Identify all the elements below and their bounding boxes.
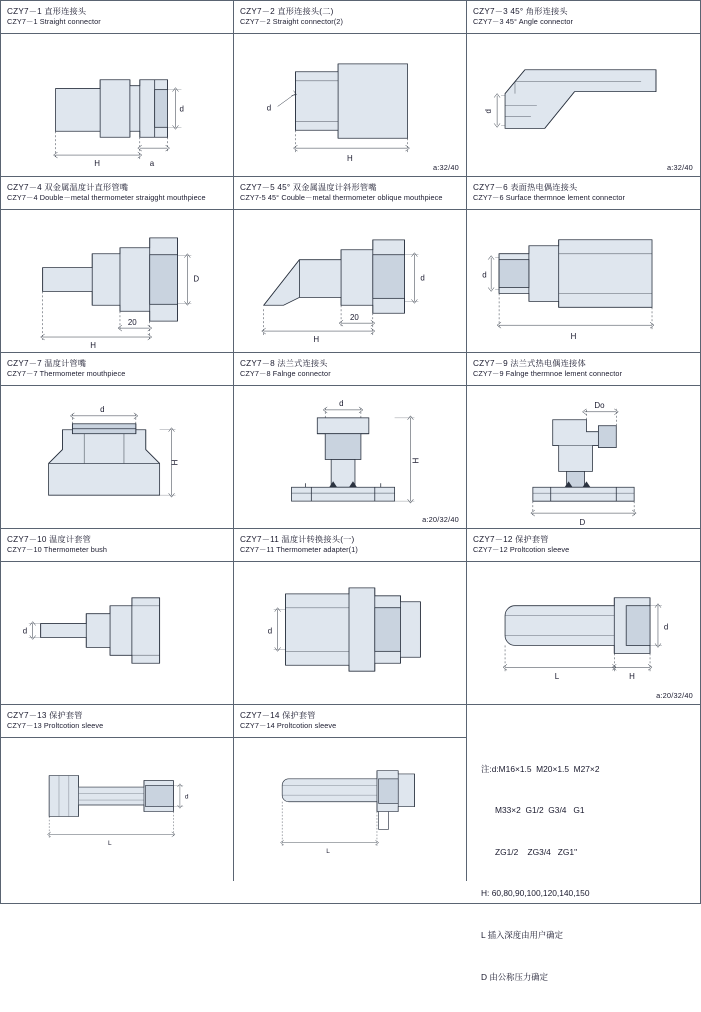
cell-title-cn: CZY7－13 保护套管 xyxy=(7,711,83,720)
dim-label-L: L xyxy=(326,848,330,856)
drawing-czy7-7 xyxy=(1,386,233,528)
cell-czy7-8 xyxy=(234,353,467,529)
cell-czy7-9 xyxy=(467,353,700,529)
dim-label-H: H xyxy=(94,158,100,168)
cell-title-cn: CZY7－3 45° 角形连接头 xyxy=(473,7,568,16)
drawing-czy7-5 xyxy=(234,210,466,352)
dim-label-d: d xyxy=(663,622,669,632)
drawing-czy7-2 xyxy=(234,34,466,176)
dim-label-H: H xyxy=(313,334,320,344)
cell-title-cn: CZY7－14 保护套管 xyxy=(240,711,316,720)
cell-title-en: CZY7－13 Proltcotion sleeve xyxy=(7,721,104,731)
cell-header xyxy=(1,177,233,206)
cell-czy7-12 xyxy=(467,529,700,705)
cell-header xyxy=(234,705,466,734)
dim-label-d: d xyxy=(179,104,184,114)
drawing-czy7-6 xyxy=(467,210,700,352)
cell-title-en: CZY7－11 Thermometer adapter(1) xyxy=(240,545,358,555)
cell-title-en: CZY7－12 Proltcotion sleeve xyxy=(473,545,570,555)
legend-line-6: D 由公称压力确定 xyxy=(481,971,548,982)
cell-header xyxy=(1,1,233,30)
cell-header xyxy=(234,177,466,206)
cell-header xyxy=(467,529,700,558)
dim-label-H: H xyxy=(629,672,635,682)
cell-title-en: CZY7－14 Proltcotion sleeve xyxy=(240,721,337,731)
legend-line-5: L 插入深度由用户确定 xyxy=(481,930,564,941)
dim-label-20: 20 xyxy=(350,313,359,323)
cell-title-en: CZY7－10 Thermometer bush xyxy=(7,545,108,555)
cell-header xyxy=(234,353,466,382)
cell-header xyxy=(234,529,466,558)
cell-header xyxy=(234,1,466,30)
drawing-czy7-10 xyxy=(1,562,233,704)
dim-label-d: d xyxy=(339,398,344,408)
cell-title-en: CZY7－4 Double－metal thermometer straigght mouthpiece xyxy=(7,193,206,203)
drawing-czy7-12 xyxy=(467,562,700,704)
legend-block xyxy=(481,735,600,1012)
dim-label-H: H xyxy=(347,154,353,164)
cell-czy7-14 xyxy=(234,705,467,881)
legend-line-1: 注:d:M16×1.5 M20×1.5 M27×2 xyxy=(481,763,600,774)
dim-label-H: H xyxy=(170,459,180,466)
legend-line-3: ZG1/2 ZG3/4 ZG1" xyxy=(481,846,578,857)
dim-label-d: d xyxy=(484,109,494,114)
dim-label-20: 20 xyxy=(127,318,137,328)
cell-title-cn: CZY7－1 直形连接头 xyxy=(7,7,87,16)
cell-title-en: CZY7－1 Straight connector xyxy=(7,17,101,27)
cell-title-en: CZY7－8 Falnge connector xyxy=(240,369,331,379)
cell-header xyxy=(1,529,233,558)
cell-title-cn: CZY7－4 双金属温度计直形管嘴 xyxy=(7,183,129,192)
drawing-czy7-13 xyxy=(1,738,233,881)
dim-label-d: d xyxy=(100,404,105,414)
drawing-czy7-11 xyxy=(234,562,466,704)
cell-title-cn: CZY7－2 直形连接头(二) xyxy=(240,7,334,16)
cell-czy7-3 xyxy=(467,1,700,177)
cell-czy7-4 xyxy=(1,177,234,353)
legend-line-2: M33×2 G1/2 G3/4 G1 xyxy=(481,805,585,816)
drawing-czy7-9 xyxy=(467,386,700,528)
cell-title-cn: CZY7－11 温度计转换接头(一) xyxy=(240,535,355,544)
cell-legend xyxy=(467,705,700,982)
drawing-czy7-1 xyxy=(1,34,233,176)
dim-label-d: d xyxy=(267,626,273,636)
cell-note: a:20/32/40 xyxy=(656,691,693,700)
dim-label-d: d xyxy=(420,273,425,283)
dim-label-d: d xyxy=(184,793,189,801)
dim-label-L: L xyxy=(108,840,112,848)
cell-header xyxy=(467,177,700,206)
drawing-czy7-8 xyxy=(234,386,466,528)
dim-label-H: H xyxy=(411,457,421,464)
cell-note: a:32/40 xyxy=(666,163,693,172)
dim-label-a: a xyxy=(149,158,155,168)
drawing-czy7-3 xyxy=(467,34,700,176)
drawing-czy7-4 xyxy=(1,210,233,352)
cell-header xyxy=(467,353,700,382)
cell-czy7-13 xyxy=(1,705,234,881)
dim-label-D: D xyxy=(579,518,586,528)
cell-czy7-11 xyxy=(234,529,467,705)
cell-title-cn: CZY7－9 法兰式热电偶连接体 xyxy=(473,359,586,368)
cell-note: a:32/40 xyxy=(432,163,459,172)
cell-title-cn: CZY7－8 法兰式连接头 xyxy=(240,359,328,368)
cell-czy7-10 xyxy=(1,529,234,705)
dim-label-d: d xyxy=(266,103,272,113)
cell-title-en: CZY7－9 Falnge thermnoe lement connector xyxy=(473,369,623,379)
cell-title-cn: CZY7－6 表面热电偶连接头 xyxy=(473,183,578,192)
cell-czy7-5 xyxy=(234,177,467,353)
cell-title-en: CZY7-5 45° Couble－metal thermometer oblique mouthpiece xyxy=(240,193,443,203)
cell-czy7-2 xyxy=(234,1,467,177)
dim-label-d: d xyxy=(482,270,487,280)
cell-title-cn: CZY7－12 保护套管 xyxy=(473,535,549,544)
drawing-grid xyxy=(1,1,700,982)
dim-label-L: L xyxy=(554,672,560,682)
cell-header xyxy=(467,1,700,30)
cell-note: a:20/32/40 xyxy=(422,515,459,524)
cell-title-en: CZY7－6 Surface thermnoe lement connector xyxy=(473,193,626,203)
cell-title-cn: CZY7－7 温度计管嘴 xyxy=(7,359,87,368)
cell-header xyxy=(1,353,233,382)
cell-title-cn: CZY7－10 温度计套管 xyxy=(7,535,92,544)
cell-title-en: CZY7－2 Straight connector(2) xyxy=(240,17,343,27)
cell-header xyxy=(1,705,233,734)
cell-czy7-7 xyxy=(1,353,234,529)
drawing-czy7-14 xyxy=(234,738,466,881)
cell-czy7-1 xyxy=(1,1,234,177)
cell-title-en: CZY7－3 45° Angle connector xyxy=(473,17,574,27)
dim-label-d: d xyxy=(22,626,28,636)
dim-label-Do: Do xyxy=(594,400,605,410)
dim-label-H: H xyxy=(570,332,577,342)
cell-title-cn: CZY7－5 45° 双金属温度计斜形管嘴 xyxy=(240,183,377,192)
dim-label-H: H xyxy=(90,340,96,350)
cell-title-en: CZY7－7 Thermometer mouthpiece xyxy=(7,369,126,379)
dim-label-D: D xyxy=(193,274,200,284)
cell-czy7-6 xyxy=(467,177,700,353)
legend-line-4: H: 60,80,90,100,120,140,150 xyxy=(481,888,590,899)
